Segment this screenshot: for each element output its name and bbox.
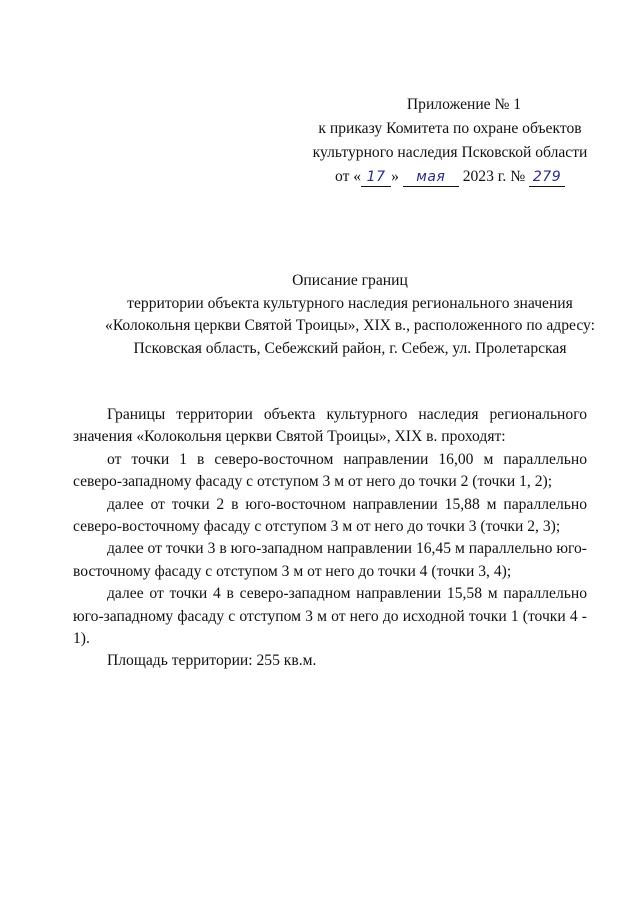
heading-line-3: «Колокольня церкви Святой Троицы», XIX в., расположенного по адресу: xyxy=(105,317,595,334)
body-area: Площадь территории: 255 кв.м. xyxy=(107,652,317,670)
date-month: мая xyxy=(403,168,459,187)
appendix-title: Приложение № 1 xyxy=(406,96,522,113)
document-heading xyxy=(60,270,640,360)
date-prefix: от « xyxy=(334,168,362,185)
date-day: 17 xyxy=(361,168,391,187)
heading-line-2: территории объекта культурного наследия регионального значения xyxy=(127,294,573,312)
body-paragraph-3: далее от точки 3 в юго-западном направлении 16,45 м параллельно юго-восточному фасаду с отступом 3 м от него до точки 4 (точки 3, 4); xyxy=(73,540,587,580)
heading-title: Описание границ xyxy=(292,272,408,289)
body-intro: Границы территории объекта культурного наследия регионального значения «Колокольня церкви Святой Троицы», XIX в. проходят: xyxy=(73,406,587,446)
appendix-committee: культурного наследия Псковской области xyxy=(312,144,588,161)
date-year: 2023 г. № xyxy=(462,168,526,185)
heading-line-4: Псковская область, Себежский район, г. Себеж, ул. Пролетарская xyxy=(133,339,567,357)
appendix-block xyxy=(300,93,600,189)
document-body xyxy=(73,404,587,673)
body-paragraph-4: далее от точки 4 в северо-западном направлении 15,58 м параллельно юго-западному фасаду с отступом 3 м от него до исходной точки 1 (точки 4 - 1). xyxy=(73,585,587,648)
appendix-order-ref: к приказу Комитета по охране объектов xyxy=(318,120,582,137)
body-paragraph-1: от точки 1 в северо-восточном направлении 16,00 м параллельно северо-западному фасаду с отступом 3 м от него до точки 2 (точки 1, 2); xyxy=(73,450,587,491)
appendix-date-line xyxy=(300,165,600,189)
body-paragraph-2: далее от точки 2 в юго-восточном направлении 15,88 м параллельно северо-восточному фасаду с отступом 3 м от него до точки 3 (точки 2, 3); xyxy=(73,495,587,536)
order-number: 279 xyxy=(529,168,565,187)
date-quote: » xyxy=(391,168,399,185)
